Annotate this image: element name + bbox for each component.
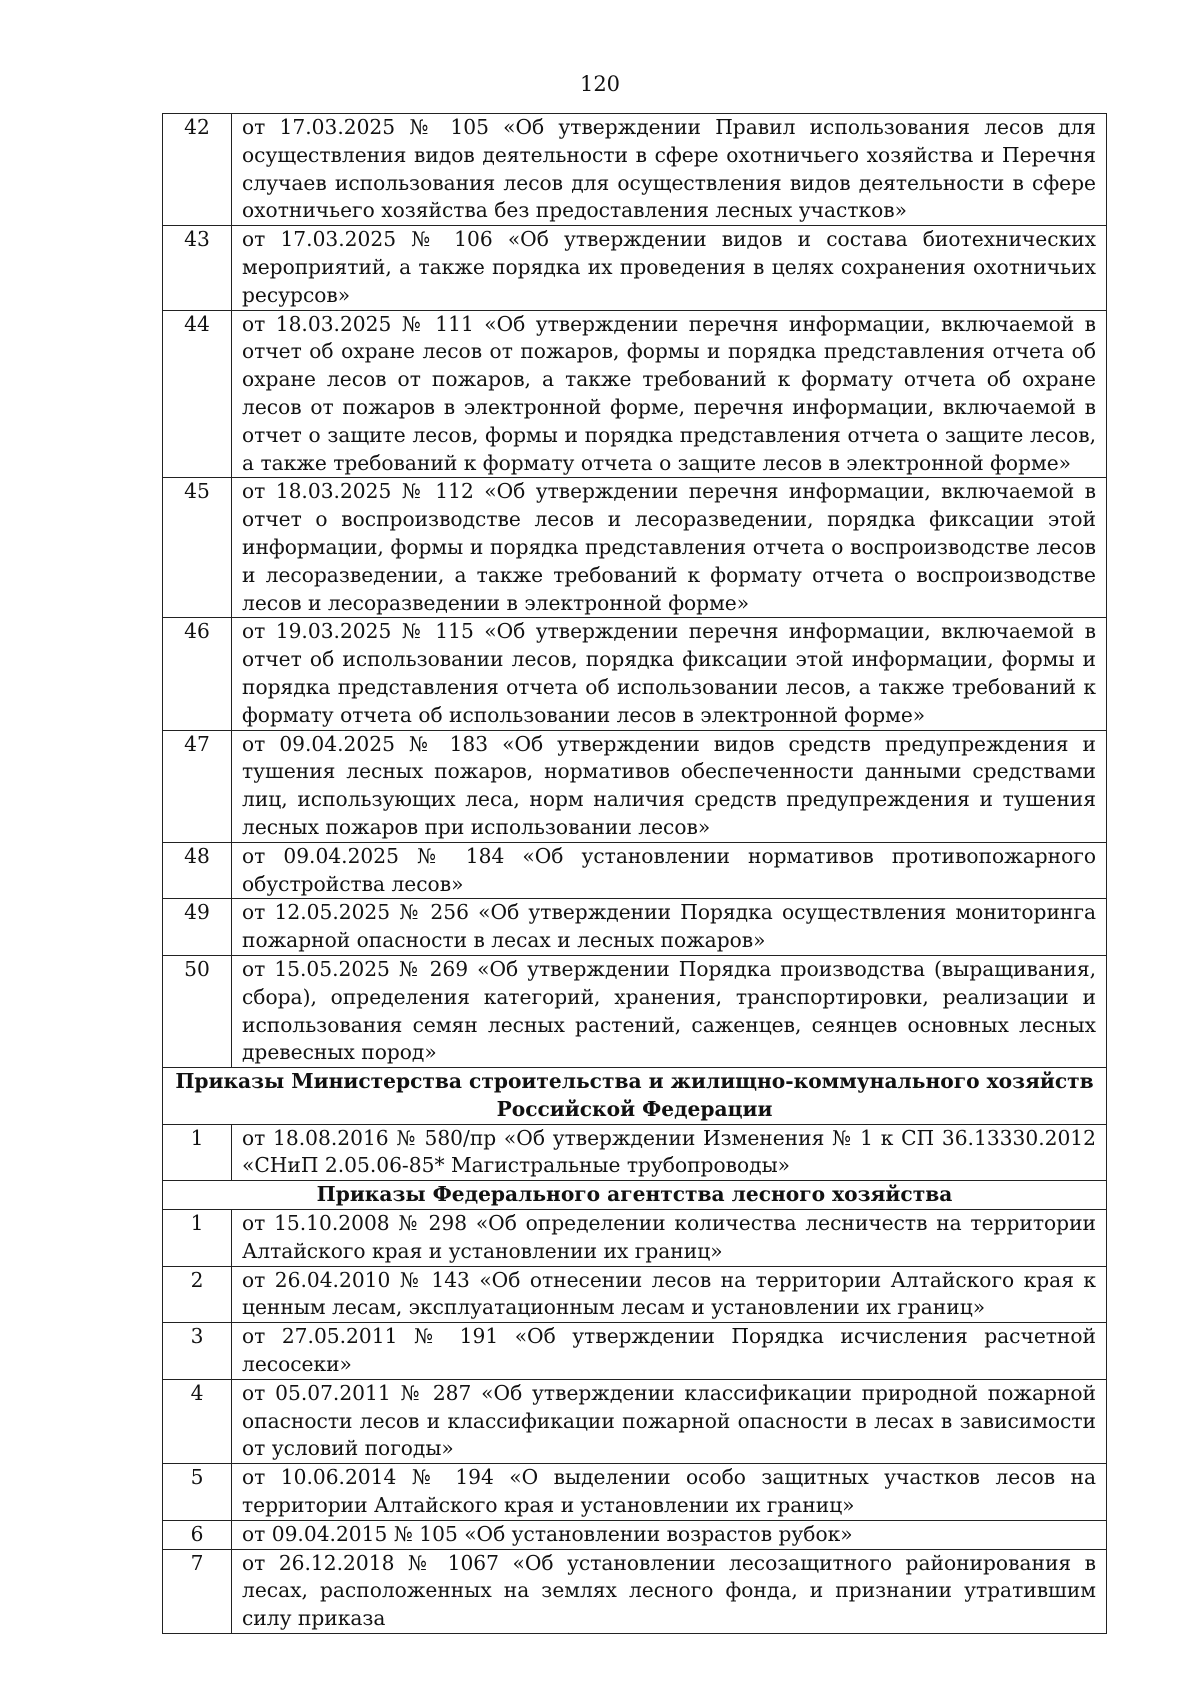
section-heading: Приказы Министерства строительства и жилищно-коммунального хозяйств Российской Федерации xyxy=(163,1068,1107,1125)
page-number: 120 xyxy=(579,72,621,96)
table-row xyxy=(163,730,1107,842)
table-row xyxy=(163,114,1107,226)
row-number: 43 xyxy=(163,226,232,310)
table-row xyxy=(163,310,1107,478)
row-number: 1 xyxy=(163,1124,232,1181)
table-row xyxy=(163,1464,1107,1521)
row-number: 2 xyxy=(163,1266,232,1323)
row-text: от 15.05.2025 № 269 «Об утверждении Порядка производства (выращивания, сбора), определения категорий, хранения, транспортировки, реализации и использования семян лесных растений, саженцев, сеянцев основных лесных древесных пород» xyxy=(232,955,1107,1067)
row-number: 45 xyxy=(163,478,232,618)
row-number: 47 xyxy=(163,730,232,842)
row-text: от 18.08.2016 № 580/пр «Об утверждении Изменения № 1 к СП 36.13330.2012 «СНиП 2.05.06-85* Магистральные трубопроводы» xyxy=(232,1124,1107,1181)
section-heading: Приказы Федерального агентства лесного хозяйства xyxy=(163,1181,1107,1210)
row-text: от 09.04.2015 № 105 «Об установлении возрастов рубок» xyxy=(232,1520,1107,1549)
table-row xyxy=(163,1379,1107,1463)
row-number: 4 xyxy=(163,1379,232,1463)
row-number: 5 xyxy=(163,1464,232,1521)
row-text: от 05.07.2011 № 287 «Об утверждении классификации природной пожарной опасности лесов и классификации пожарной опасности в лесах в зависимости от условий погоды» xyxy=(232,1379,1107,1463)
section-header-row xyxy=(163,1068,1107,1125)
row-number: 48 xyxy=(163,842,232,899)
row-text: от 12.05.2025 № 256 «Об утверждении Порядка осуществления мониторинга пожарной опасности в лесах и лесных пожаров» xyxy=(232,899,1107,956)
section-header-row xyxy=(163,1181,1107,1210)
table-row xyxy=(163,1323,1107,1380)
row-text: от 10.06.2014 № 194 «О выделении особо защитных участков лесов на территории Алтайского края и установлении их границ» xyxy=(232,1464,1107,1521)
row-number: 1 xyxy=(163,1210,232,1267)
table-row xyxy=(163,955,1107,1067)
row-number: 42 xyxy=(163,114,232,226)
table-row xyxy=(163,1266,1107,1323)
row-number: 44 xyxy=(163,310,232,478)
row-text: от 17.03.2025 № 106 «Об утверждении видов и состава биотехнических мероприятий, а также порядка их проведения в целях сохранения охотничьих ресурсов» xyxy=(232,226,1107,310)
table-row xyxy=(163,1520,1107,1549)
row-text: от 27.05.2011 № 191 «Об утверждении Порядка исчисления расчетной лесосеки» xyxy=(232,1323,1107,1380)
regulations-table xyxy=(162,113,1107,1634)
table-row xyxy=(163,1124,1107,1181)
row-text: от 09.04.2025 № 183 «Об утверждении видов средств предупреждения и тушения лесных пожаров, нормативов обеспеченности данными средствами лиц, использующих леса, норм наличия средств предупреждения и тушения лесных пожаров при использовании лесов» xyxy=(232,730,1107,842)
table-row xyxy=(163,618,1107,730)
row-number: 46 xyxy=(163,618,232,730)
row-number: 50 xyxy=(163,955,232,1067)
table-row xyxy=(163,226,1107,310)
row-text: от 18.03.2025 № 112 «Об утверждении перечня информации, включаемой в отчет о воспроизводстве лесов и лесоразведении, порядка фиксации этой информации, формы и порядка представления отчета о воспроизводстве лесов и лесоразведении, а также требований к формату отчета о воспроизводстве лесов и лесоразведении в электронной форме» xyxy=(232,478,1107,618)
row-text: от 18.03.2025 № 111 «Об утверждении перечня информации, включаемой в отчет об охране лесов от пожаров, формы и порядка представления отчета об охране лесов от пожаров, а также требований к формату отчета об охране лесов от пожаров в электронной форме, перечня информации, включаемой в отчет о защите лесов, формы и порядка представления отчета о защите лесов, а также требований к формату отчета о защите лесов в электронной форме» xyxy=(232,310,1107,478)
row-text: от 19.03.2025 № 115 «Об утверждении перечня информации, включаемой в отчет об использовании лесов, порядка фиксации этой информации, формы и порядка представления отчета об использовании лесов, а также требований к формату отчета об использовании лесов в электронной форме» xyxy=(232,618,1107,730)
row-number: 3 xyxy=(163,1323,232,1380)
table-row xyxy=(163,1210,1107,1267)
row-number: 6 xyxy=(163,1520,232,1549)
table-row xyxy=(163,478,1107,618)
table-row xyxy=(163,842,1107,899)
row-number: 7 xyxy=(163,1549,232,1633)
row-text: от 26.12.2018 № 1067 «Об установлении лесозащитного районирования в лесах, расположенных на землях лесного фонда, и признании утратившим силу приказа xyxy=(232,1549,1107,1633)
row-text: от 09.04.2025 № 184 «Об установлении нормативов противопожарного обустройства лесов» xyxy=(232,842,1107,899)
row-text: от 26.04.2010 № 143 «Об отнесении лесов на территории Алтайского края к ценным лесам, эксплуатационным лесам и установлении их границ» xyxy=(232,1266,1107,1323)
row-text: от 15.10.2008 № 298 «Об определении количества лесничеств на территории Алтайского края и установлении их границ» xyxy=(232,1210,1107,1267)
table-row xyxy=(163,899,1107,956)
table-row xyxy=(163,1549,1107,1633)
row-number: 49 xyxy=(163,899,232,956)
row-text: от 17.03.2025 № 105 «Об утверждении Правил использования лесов для осуществления видов деятельности в сфере охотничьего хозяйства и Перечня случаев использования лесов для осуществления видов деятельности в сфере охотничьего хозяйства без предоставления лесных участков» xyxy=(232,114,1107,226)
